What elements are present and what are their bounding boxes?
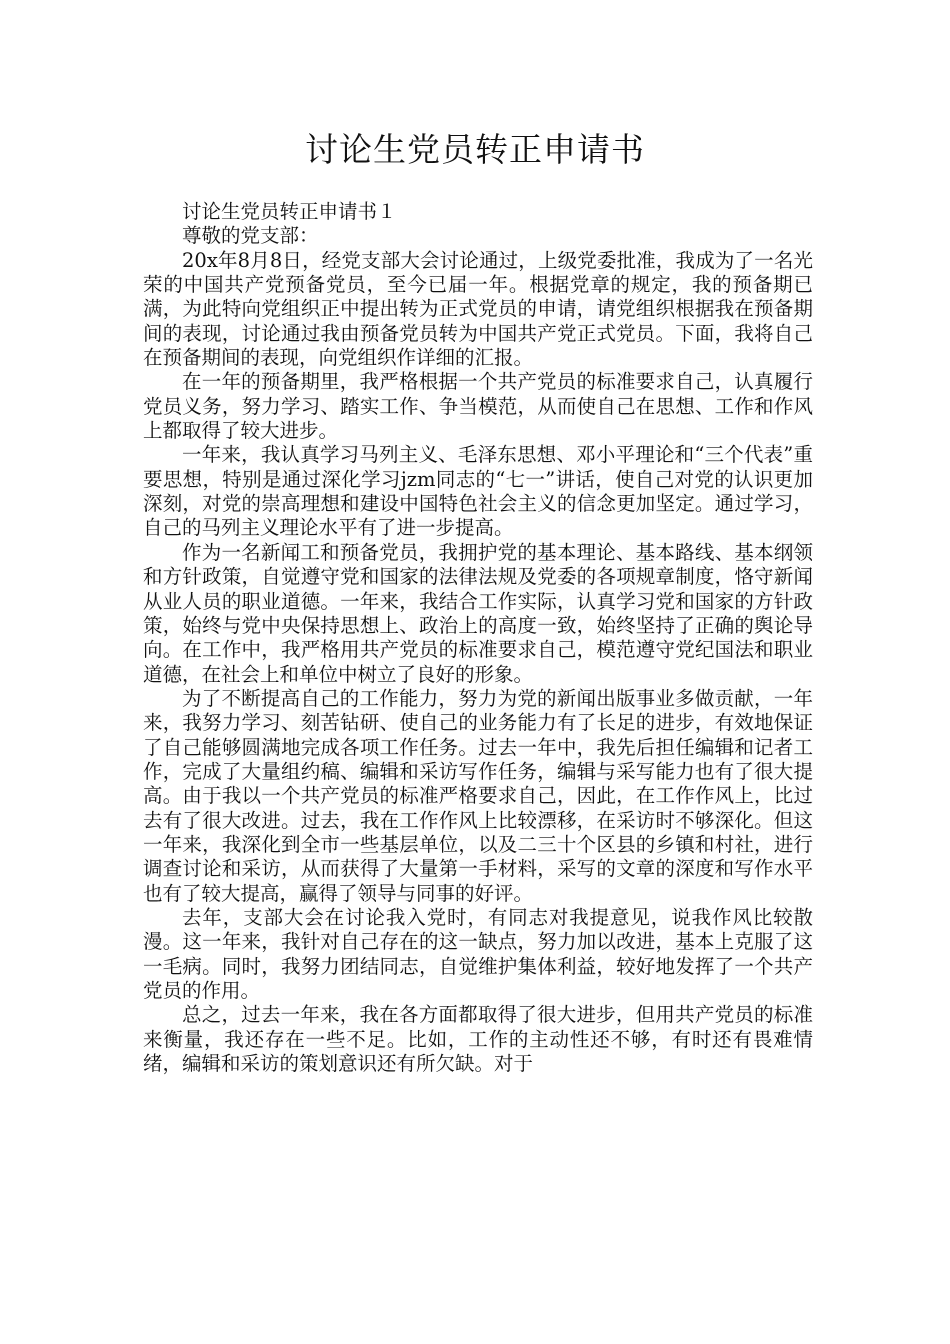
paragraph: 在一年的预备期里，我严格根据一个共产党员的标准要求自己，认真履行党员义务，努力学习、踏实工作、争当模范，从而使自己在思想、工作和作风上都取得了较大进步。 [143, 370, 813, 443]
document-title: 讨论生党员转正申请书 [305, 130, 645, 169]
document-body [143, 200, 813, 1076]
paragraph: 为了不断提高自己的工作能力，努力为党的新闻出版事业多做贡献，一年来，我努力学习、刻苦钻研、使自己的业务能力有了长足的进步，有效地保证了自己能够圆满地完成各项工作任务。过去一年中，我先后担任编辑和记者工作，完成了大量组约稿、编辑和采访写作任务，编辑与采写能力也有了很大提高。由于我以一个共产党员的标准严格要求自己，因此，在工作作风上，比过去有了很大改进。过去，我在工作作风上比较漂移，在采访时不够深化。但这一年来，我深化到全市一些基层单位，以及二三十个区县的乡镇和村社，进行调查讨论和采访，从而获得了大量第一手材料，采写的文章的深度和写作水平也有了较大提高，赢得了领导与同事的好评。 [143, 686, 813, 905]
paragraph: 20x年8月8日，经党支部大会讨论通过，上级党委批准，我成为了一名光荣的中国共产党预备党员，至今已届一年。根据党章的规定，我的预备期已满，为此特向党组织正中提出转为正式党员的申请，请党组织根据我在预备期间的表现，讨论通过我由预备党员转为中国共产党正式党员。下面，我将自己在预备期间的表现，向党组织作详细的汇报。 [143, 248, 813, 370]
paragraph: 作为一名新闻工和预备党员，我拥护党的基本理论、基本路线、基本纲领和方针政策，自觉遵守党和国家的法律法规及党委的各项规章制度，恪守新闻从业人员的职业道德。一年来，我结合工作实际，认真学习党和国家的方针政策，始终与党中央保持思想上、政治上的高度一致，始终坚持了正确的舆论导向。在工作中，我严格用共产党员的标准要求自己，模范遵守党纪国法和职业道德，在社会上和单位中树立了良好的形象。 [143, 540, 813, 686]
paragraph: 一年来，我认真学习马列主义、毛泽东思想、邓小平理论和“三个代表”重要思想，特别是通过深化学习jzm同志的“七一”讲话，使自己对党的认识更加深刻，对党的崇高理想和建设中国特色社会主义的信念更加坚定。通过学习，自己的马列主义理论水平有了进一步提高。 [143, 443, 813, 540]
salutation: 尊敬的党支部： [182, 224, 319, 248]
document-subtitle: 讨论生党员转正申请书１ [182, 200, 397, 223]
paragraph: 去年，支部大会在讨论我入党时，有同志对我提意见，说我作风比较散漫。这一年来，我针对自己存在的这一缺点，努力加以改进，基本上克服了这一毛病。同时，我努力团结同志，自觉维护集体利益，较好地发挥了一个共产党员的作用。 [143, 905, 813, 1002]
paragraph: 总之，过去一年来，我在各方面都取得了很大进步，但用共产党员的标准来衡量，我还存在一些不足。比如，工作的主动性还不够，有时还有畏难情绪，编辑和采访的策划意识还有所欠缺。对于 [143, 1003, 813, 1076]
